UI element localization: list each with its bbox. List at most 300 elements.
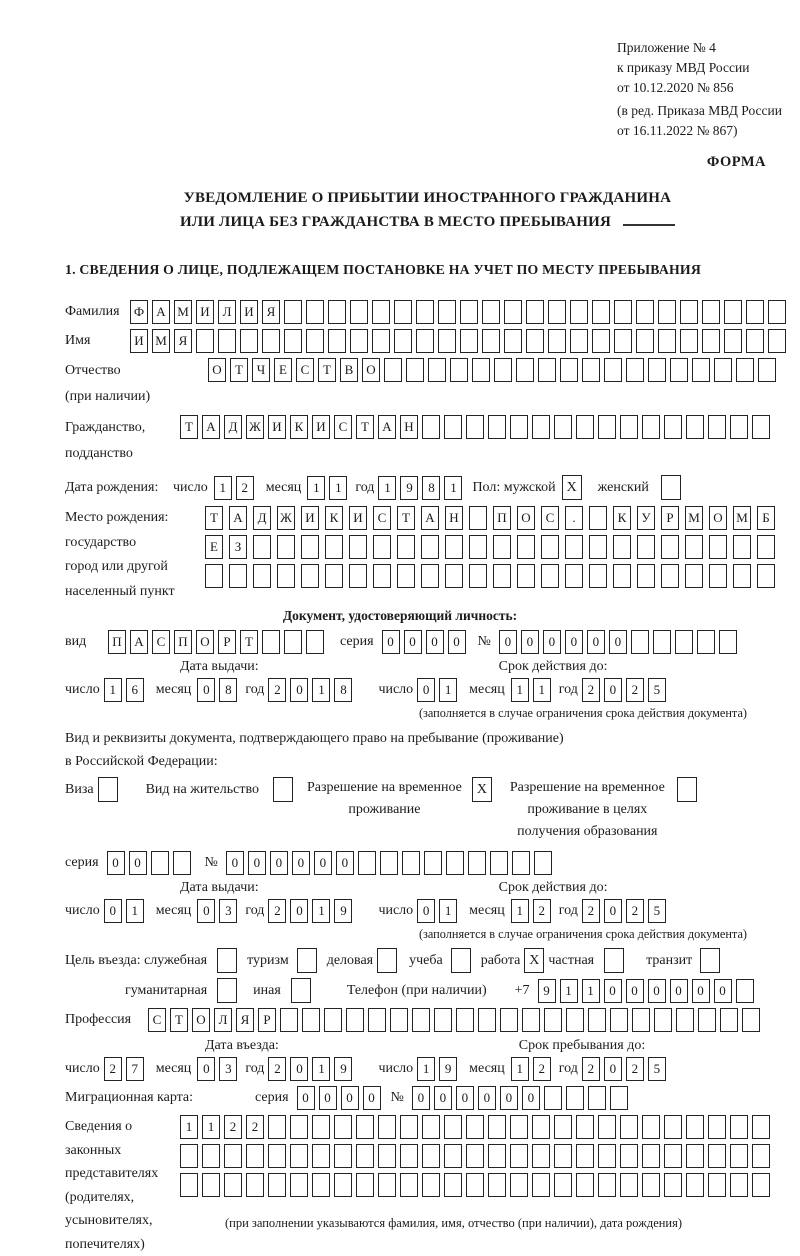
char-cell[interactable]: С bbox=[152, 630, 170, 654]
char-cell[interactable] bbox=[350, 300, 368, 324]
char-cell[interactable] bbox=[412, 1008, 430, 1032]
char-cell[interactable]: 1 bbox=[439, 899, 457, 923]
char-cell[interactable] bbox=[685, 535, 703, 559]
char-cell[interactable] bbox=[349, 535, 367, 559]
char-cell[interactable] bbox=[565, 564, 583, 588]
purpose-business-checkbox[interactable] bbox=[377, 948, 397, 973]
purpose-study-checkbox[interactable] bbox=[451, 948, 471, 973]
char-cell[interactable] bbox=[268, 1144, 286, 1168]
char-cell[interactable] bbox=[661, 564, 679, 588]
rvp-checkbox[interactable]: X bbox=[472, 777, 492, 802]
char-cell[interactable]: 0 bbox=[604, 1057, 622, 1081]
char-cell[interactable]: 0 bbox=[426, 630, 444, 654]
char-cell[interactable]: 2 bbox=[246, 1115, 264, 1139]
char-cell[interactable]: А bbox=[229, 506, 247, 530]
char-cell[interactable] bbox=[397, 535, 415, 559]
char-cell[interactable] bbox=[658, 300, 676, 324]
char-cell[interactable] bbox=[180, 1173, 198, 1197]
char-cell[interactable]: Ж bbox=[246, 415, 264, 439]
char-cell[interactable]: 1 bbox=[126, 899, 144, 923]
char-cell[interactable]: А bbox=[421, 506, 439, 530]
char-cell[interactable]: 2 bbox=[268, 899, 286, 923]
char-cell[interactable]: 1 bbox=[329, 476, 347, 500]
char-cell[interactable]: 3 bbox=[219, 899, 237, 923]
char-cell[interactable] bbox=[438, 329, 456, 353]
char-cell[interactable] bbox=[554, 1115, 572, 1139]
char-cell[interactable] bbox=[262, 329, 280, 353]
char-cell[interactable] bbox=[582, 358, 600, 382]
char-cell[interactable]: И bbox=[301, 506, 319, 530]
char-cell[interactable] bbox=[290, 1144, 308, 1168]
char-cell[interactable] bbox=[422, 1173, 440, 1197]
char-cell[interactable] bbox=[576, 1173, 594, 1197]
char-cell[interactable] bbox=[416, 300, 434, 324]
char-cell[interactable] bbox=[532, 1173, 550, 1197]
char-cell[interactable] bbox=[610, 1086, 628, 1110]
char-cell[interactable] bbox=[620, 1115, 638, 1139]
char-cell[interactable]: 0 bbox=[543, 630, 561, 654]
char-cell[interactable] bbox=[229, 564, 247, 588]
char-cell[interactable] bbox=[460, 329, 478, 353]
char-cell[interactable] bbox=[488, 415, 506, 439]
char-cell[interactable]: 0 bbox=[604, 899, 622, 923]
char-cell[interactable] bbox=[202, 1144, 220, 1168]
char-cell[interactable] bbox=[324, 1008, 342, 1032]
char-cell[interactable]: Н bbox=[445, 506, 463, 530]
char-cell[interactable]: 2 bbox=[533, 1057, 551, 1081]
char-cell[interactable]: 6 bbox=[126, 678, 144, 702]
char-cell[interactable]: 0 bbox=[226, 851, 244, 875]
male-checkbox[interactable]: X bbox=[562, 475, 582, 500]
char-cell[interactable] bbox=[400, 1144, 418, 1168]
char-cell[interactable]: Т bbox=[356, 415, 374, 439]
char-cell[interactable] bbox=[648, 358, 666, 382]
char-cell[interactable] bbox=[373, 535, 391, 559]
char-cell[interactable] bbox=[196, 329, 214, 353]
char-cell[interactable]: З bbox=[229, 535, 247, 559]
char-cell[interactable] bbox=[246, 1144, 264, 1168]
char-cell[interactable] bbox=[422, 1144, 440, 1168]
char-cell[interactable] bbox=[598, 1115, 616, 1139]
char-cell[interactable] bbox=[548, 329, 566, 353]
char-cell[interactable] bbox=[325, 564, 343, 588]
char-cell[interactable] bbox=[428, 358, 446, 382]
char-cell[interactable] bbox=[664, 1144, 682, 1168]
char-cell[interactable] bbox=[730, 1144, 748, 1168]
char-cell[interactable] bbox=[468, 851, 486, 875]
char-cell[interactable] bbox=[466, 415, 484, 439]
char-cell[interactable] bbox=[708, 1144, 726, 1168]
char-cell[interactable] bbox=[566, 1086, 584, 1110]
char-cell[interactable]: 1 bbox=[214, 476, 232, 500]
char-cell[interactable] bbox=[686, 1115, 704, 1139]
char-cell[interactable]: И bbox=[240, 300, 258, 324]
char-cell[interactable]: 1 bbox=[202, 1115, 220, 1139]
char-cell[interactable] bbox=[306, 329, 324, 353]
char-cell[interactable]: 0 bbox=[336, 851, 354, 875]
char-cell[interactable] bbox=[482, 329, 500, 353]
char-cell[interactable] bbox=[541, 564, 559, 588]
char-cell[interactable] bbox=[613, 535, 631, 559]
char-cell[interactable]: 1 bbox=[511, 678, 529, 702]
char-cell[interactable] bbox=[424, 851, 442, 875]
char-cell[interactable] bbox=[576, 1144, 594, 1168]
char-cell[interactable] bbox=[642, 415, 660, 439]
char-cell[interactable]: М bbox=[152, 329, 170, 353]
char-cell[interactable] bbox=[224, 1173, 242, 1197]
char-cell[interactable] bbox=[724, 300, 742, 324]
char-cell[interactable] bbox=[637, 564, 655, 588]
char-cell[interactable] bbox=[478, 1008, 496, 1032]
char-cell[interactable]: И bbox=[196, 300, 214, 324]
char-cell[interactable] bbox=[450, 358, 468, 382]
char-cell[interactable] bbox=[378, 1115, 396, 1139]
char-cell[interactable]: Д bbox=[253, 506, 271, 530]
char-cell[interactable]: 9 bbox=[334, 899, 352, 923]
char-cell[interactable] bbox=[554, 1173, 572, 1197]
char-cell[interactable] bbox=[570, 300, 588, 324]
char-cell[interactable] bbox=[522, 1008, 540, 1032]
char-cell[interactable] bbox=[654, 1008, 672, 1032]
char-cell[interactable]: С bbox=[296, 358, 314, 382]
char-cell[interactable]: 2 bbox=[582, 678, 600, 702]
char-cell[interactable] bbox=[532, 1115, 550, 1139]
char-cell[interactable]: 2 bbox=[582, 899, 600, 923]
char-cell[interactable] bbox=[504, 300, 522, 324]
char-cell[interactable] bbox=[482, 300, 500, 324]
char-cell[interactable] bbox=[664, 1115, 682, 1139]
char-cell[interactable]: К bbox=[613, 506, 631, 530]
char-cell[interactable]: 0 bbox=[626, 979, 644, 1003]
char-cell[interactable] bbox=[488, 1115, 506, 1139]
char-cell[interactable]: 1 bbox=[511, 899, 529, 923]
char-cell[interactable] bbox=[438, 300, 456, 324]
char-cell[interactable]: С bbox=[541, 506, 559, 530]
char-cell[interactable] bbox=[494, 358, 512, 382]
char-cell[interactable] bbox=[664, 1173, 682, 1197]
rvp-education-checkbox[interactable] bbox=[677, 777, 697, 802]
char-cell[interactable] bbox=[589, 535, 607, 559]
char-cell[interactable]: И bbox=[349, 506, 367, 530]
char-cell[interactable]: 0 bbox=[341, 1086, 359, 1110]
char-cell[interactable] bbox=[460, 300, 478, 324]
char-cell[interactable]: 0 bbox=[417, 678, 435, 702]
char-cell[interactable] bbox=[510, 1115, 528, 1139]
char-cell[interactable]: 1 bbox=[312, 678, 330, 702]
char-cell[interactable]: 0 bbox=[434, 1086, 452, 1110]
char-cell[interactable]: П bbox=[493, 506, 511, 530]
char-cell[interactable] bbox=[752, 415, 770, 439]
char-cell[interactable] bbox=[493, 535, 511, 559]
char-cell[interactable]: Я bbox=[236, 1008, 254, 1032]
char-cell[interactable] bbox=[517, 564, 535, 588]
char-cell[interactable] bbox=[394, 300, 412, 324]
char-cell[interactable] bbox=[709, 535, 727, 559]
char-cell[interactable] bbox=[406, 358, 424, 382]
char-cell[interactable] bbox=[346, 1008, 364, 1032]
char-cell[interactable] bbox=[472, 358, 490, 382]
char-cell[interactable]: Е bbox=[205, 535, 223, 559]
char-cell[interactable] bbox=[670, 358, 688, 382]
char-cell[interactable] bbox=[277, 564, 295, 588]
char-cell[interactable] bbox=[510, 415, 528, 439]
char-cell[interactable] bbox=[302, 1008, 320, 1032]
char-cell[interactable] bbox=[224, 1144, 242, 1168]
char-cell[interactable] bbox=[589, 564, 607, 588]
char-cell[interactable] bbox=[205, 564, 223, 588]
char-cell[interactable] bbox=[719, 630, 737, 654]
char-cell[interactable]: О bbox=[709, 506, 727, 530]
char-cell[interactable]: 2 bbox=[626, 1057, 644, 1081]
char-cell[interactable] bbox=[253, 535, 271, 559]
purpose-work-checkbox[interactable]: X bbox=[524, 948, 544, 973]
char-cell[interactable]: 0 bbox=[107, 851, 125, 875]
char-cell[interactable] bbox=[598, 1173, 616, 1197]
char-cell[interactable] bbox=[620, 1144, 638, 1168]
char-cell[interactable] bbox=[306, 630, 324, 654]
char-cell[interactable]: 9 bbox=[538, 979, 556, 1003]
char-cell[interactable] bbox=[614, 329, 632, 353]
char-cell[interactable] bbox=[661, 535, 679, 559]
char-cell[interactable]: 1 bbox=[439, 678, 457, 702]
char-cell[interactable] bbox=[610, 1008, 628, 1032]
char-cell[interactable] bbox=[512, 851, 530, 875]
char-cell[interactable] bbox=[598, 1144, 616, 1168]
char-cell[interactable]: 1 bbox=[180, 1115, 198, 1139]
char-cell[interactable]: 8 bbox=[334, 678, 352, 702]
char-cell[interactable]: 8 bbox=[219, 678, 237, 702]
char-cell[interactable] bbox=[680, 300, 698, 324]
char-cell[interactable] bbox=[554, 1144, 572, 1168]
char-cell[interactable] bbox=[312, 1115, 330, 1139]
char-cell[interactable]: М bbox=[685, 506, 703, 530]
char-cell[interactable]: 2 bbox=[626, 678, 644, 702]
char-cell[interactable]: 0 bbox=[319, 1086, 337, 1110]
char-cell[interactable]: 0 bbox=[522, 1086, 540, 1110]
char-cell[interactable] bbox=[686, 415, 704, 439]
char-cell[interactable]: 1 bbox=[417, 1057, 435, 1081]
char-cell[interactable]: М bbox=[174, 300, 192, 324]
char-cell[interactable]: . bbox=[565, 506, 583, 530]
char-cell[interactable]: 1 bbox=[378, 476, 396, 500]
char-cell[interactable] bbox=[730, 1115, 748, 1139]
char-cell[interactable]: Т bbox=[397, 506, 415, 530]
char-cell[interactable] bbox=[378, 1144, 396, 1168]
char-cell[interactable]: Р bbox=[661, 506, 679, 530]
char-cell[interactable] bbox=[290, 1173, 308, 1197]
char-cell[interactable] bbox=[604, 358, 622, 382]
char-cell[interactable]: 2 bbox=[533, 899, 551, 923]
char-cell[interactable] bbox=[390, 1008, 408, 1032]
char-cell[interactable] bbox=[675, 630, 693, 654]
char-cell[interactable]: Я bbox=[262, 300, 280, 324]
char-cell[interactable] bbox=[632, 1008, 650, 1032]
char-cell[interactable] bbox=[680, 329, 698, 353]
char-cell[interactable] bbox=[328, 300, 346, 324]
char-cell[interactable] bbox=[416, 329, 434, 353]
char-cell[interactable] bbox=[466, 1115, 484, 1139]
char-cell[interactable] bbox=[544, 1086, 562, 1110]
char-cell[interactable] bbox=[469, 564, 487, 588]
char-cell[interactable] bbox=[151, 851, 169, 875]
female-checkbox[interactable] bbox=[661, 475, 681, 500]
char-cell[interactable] bbox=[368, 1008, 386, 1032]
char-cell[interactable] bbox=[658, 329, 676, 353]
char-cell[interactable] bbox=[664, 415, 682, 439]
char-cell[interactable]: 0 bbox=[297, 1086, 315, 1110]
char-cell[interactable]: О bbox=[517, 506, 535, 530]
char-cell[interactable] bbox=[576, 415, 594, 439]
char-cell[interactable] bbox=[631, 630, 649, 654]
char-cell[interactable]: 8 bbox=[422, 476, 440, 500]
char-cell[interactable]: 2 bbox=[224, 1115, 242, 1139]
char-cell[interactable] bbox=[356, 1115, 374, 1139]
char-cell[interactable] bbox=[253, 564, 271, 588]
char-cell[interactable] bbox=[708, 1115, 726, 1139]
char-cell[interactable] bbox=[576, 1115, 594, 1139]
char-cell[interactable] bbox=[758, 358, 776, 382]
char-cell[interactable] bbox=[768, 329, 786, 353]
char-cell[interactable] bbox=[570, 329, 588, 353]
char-cell[interactable] bbox=[180, 1144, 198, 1168]
char-cell[interactable] bbox=[444, 1173, 462, 1197]
char-cell[interactable] bbox=[372, 300, 390, 324]
char-cell[interactable] bbox=[372, 329, 390, 353]
char-cell[interactable]: 0 bbox=[714, 979, 732, 1003]
char-cell[interactable] bbox=[714, 358, 732, 382]
char-cell[interactable]: Т bbox=[230, 358, 248, 382]
char-cell[interactable] bbox=[510, 1173, 528, 1197]
char-cell[interactable]: 2 bbox=[268, 1057, 286, 1081]
char-cell[interactable] bbox=[686, 1144, 704, 1168]
char-cell[interactable] bbox=[686, 1173, 704, 1197]
char-cell[interactable]: 0 bbox=[456, 1086, 474, 1110]
char-cell[interactable]: 0 bbox=[648, 979, 666, 1003]
char-cell[interactable]: А bbox=[130, 630, 148, 654]
char-cell[interactable] bbox=[534, 851, 552, 875]
char-cell[interactable]: 0 bbox=[500, 1086, 518, 1110]
char-cell[interactable] bbox=[301, 535, 319, 559]
char-cell[interactable] bbox=[444, 1144, 462, 1168]
char-cell[interactable] bbox=[752, 1144, 770, 1168]
char-cell[interactable]: Н bbox=[400, 415, 418, 439]
char-cell[interactable] bbox=[697, 630, 715, 654]
char-cell[interactable] bbox=[218, 329, 236, 353]
char-cell[interactable]: Р bbox=[218, 630, 236, 654]
char-cell[interactable] bbox=[378, 1173, 396, 1197]
char-cell[interactable] bbox=[325, 535, 343, 559]
char-cell[interactable]: 1 bbox=[533, 678, 551, 702]
char-cell[interactable] bbox=[334, 1144, 352, 1168]
char-cell[interactable]: В bbox=[340, 358, 358, 382]
char-cell[interactable] bbox=[306, 300, 324, 324]
char-cell[interactable]: 0 bbox=[587, 630, 605, 654]
char-cell[interactable] bbox=[588, 1086, 606, 1110]
char-cell[interactable]: А bbox=[378, 415, 396, 439]
char-cell[interactable]: 0 bbox=[448, 630, 466, 654]
char-cell[interactable] bbox=[532, 415, 550, 439]
char-cell[interactable]: 0 bbox=[290, 899, 308, 923]
char-cell[interactable] bbox=[400, 1173, 418, 1197]
char-cell[interactable] bbox=[566, 1008, 584, 1032]
char-cell[interactable] bbox=[444, 1115, 462, 1139]
char-cell[interactable]: 0 bbox=[248, 851, 266, 875]
purpose-private-checkbox[interactable] bbox=[604, 948, 624, 973]
char-cell[interactable]: 0 bbox=[499, 630, 517, 654]
char-cell[interactable] bbox=[676, 1008, 694, 1032]
char-cell[interactable] bbox=[724, 329, 742, 353]
char-cell[interactable]: Л bbox=[214, 1008, 232, 1032]
char-cell[interactable]: 0 bbox=[129, 851, 147, 875]
char-cell[interactable] bbox=[246, 1173, 264, 1197]
char-cell[interactable]: 2 bbox=[236, 476, 254, 500]
char-cell[interactable]: А bbox=[202, 415, 220, 439]
char-cell[interactable] bbox=[565, 535, 583, 559]
char-cell[interactable]: 1 bbox=[104, 678, 122, 702]
char-cell[interactable] bbox=[422, 1115, 440, 1139]
char-cell[interactable] bbox=[730, 415, 748, 439]
char-cell[interactable] bbox=[626, 358, 644, 382]
char-cell[interactable] bbox=[516, 358, 534, 382]
char-cell[interactable] bbox=[356, 1144, 374, 1168]
char-cell[interactable]: Ч bbox=[252, 358, 270, 382]
char-cell[interactable] bbox=[620, 1173, 638, 1197]
char-cell[interactable]: И bbox=[130, 329, 148, 353]
char-cell[interactable]: С bbox=[148, 1008, 166, 1032]
char-cell[interactable] bbox=[312, 1144, 330, 1168]
char-cell[interactable] bbox=[653, 630, 671, 654]
char-cell[interactable] bbox=[692, 358, 710, 382]
char-cell[interactable]: С bbox=[334, 415, 352, 439]
char-cell[interactable]: 0 bbox=[197, 899, 215, 923]
char-cell[interactable]: У bbox=[637, 506, 655, 530]
char-cell[interactable] bbox=[421, 535, 439, 559]
char-cell[interactable]: 2 bbox=[582, 1057, 600, 1081]
char-cell[interactable]: 9 bbox=[334, 1057, 352, 1081]
char-cell[interactable] bbox=[490, 851, 508, 875]
char-cell[interactable] bbox=[466, 1144, 484, 1168]
char-cell[interactable] bbox=[334, 1115, 352, 1139]
char-cell[interactable] bbox=[373, 564, 391, 588]
char-cell[interactable]: Ф bbox=[130, 300, 148, 324]
char-cell[interactable]: П bbox=[108, 630, 126, 654]
char-cell[interactable]: П bbox=[174, 630, 192, 654]
residence-permit-checkbox[interactable] bbox=[273, 777, 293, 802]
char-cell[interactable]: О bbox=[362, 358, 380, 382]
char-cell[interactable]: Т bbox=[318, 358, 336, 382]
char-cell[interactable] bbox=[554, 415, 572, 439]
char-cell[interactable] bbox=[469, 506, 487, 530]
char-cell[interactable] bbox=[560, 358, 578, 382]
char-cell[interactable]: 0 bbox=[478, 1086, 496, 1110]
char-cell[interactable]: 0 bbox=[404, 630, 422, 654]
char-cell[interactable] bbox=[446, 851, 464, 875]
char-cell[interactable] bbox=[752, 1173, 770, 1197]
char-cell[interactable] bbox=[349, 564, 367, 588]
char-cell[interactable] bbox=[637, 535, 655, 559]
char-cell[interactable] bbox=[444, 415, 462, 439]
char-cell[interactable] bbox=[493, 564, 511, 588]
char-cell[interactable] bbox=[284, 300, 302, 324]
char-cell[interactable] bbox=[280, 1008, 298, 1032]
char-cell[interactable] bbox=[698, 1008, 716, 1032]
char-cell[interactable]: 5 bbox=[648, 678, 666, 702]
char-cell[interactable] bbox=[510, 1144, 528, 1168]
char-cell[interactable]: 0 bbox=[270, 851, 288, 875]
char-cell[interactable] bbox=[394, 329, 412, 353]
purpose-transit-checkbox[interactable] bbox=[700, 948, 720, 973]
char-cell[interactable]: 0 bbox=[197, 678, 215, 702]
